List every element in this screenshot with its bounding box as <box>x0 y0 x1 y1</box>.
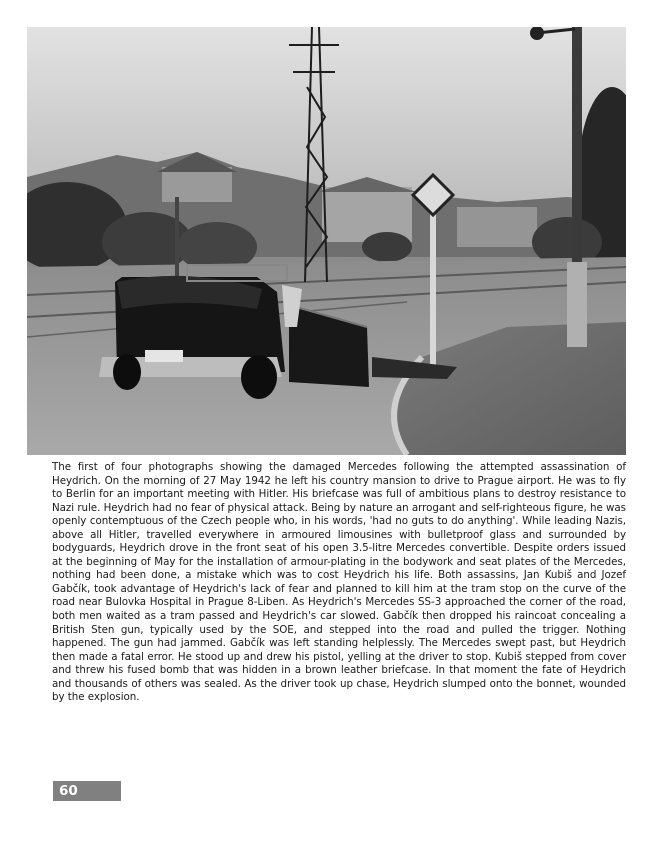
photo-illustration <box>27 27 626 455</box>
historical-photo <box>27 27 626 455</box>
photo-caption: The first of four photographs showing the damaged Mercedes following the attempted assassination of Heydrich. On the morning of 27 May 1942 he left his country mansion to drive to Prague airport. He was to fly to Berlin for an important meeting with Hitler. His briefcase was full of ambitious plans to destroy resistance to Nazi rule. Heydrich had no fear of physical attack. Being by nature an arrogant and self-righteous figure, he was openly contemptuous of the Czech people who, in his words, 'had no guts to do anything'. While leading Nazis, above all Hitler, travelled everywhere in armoured limousines with bulletproof glass and surrounded by bodyguards, Heydrich drove in the front seat of his open 3.5-litre Mercedes convertible. Despite orders issued at the beginning of May for the installation of armour-plating in the bodywork and seat plates of the Mercedes, nothing had been done, a mistake which was to cost Heydrich his life. Both assassins, Jan Kubiš and Jozef Gabčík, took advantage of Heydrich's lack of fear and planned to kill him at the tram stop on the curve of the road near Bulovka Hospital in Prague 8-Liben. As Heydrich's Mercedes SS-3 approached the corner of the road, both men waited as a tram passed and Heydrich's car slowed. Gabčík then dropped his raincoat concealing a British Sten gun, typically used by the SOE, and stepped into the road and pulled the trigger. Nothing happened. The gun had jammed. Gabčík was left standing helplessly. The Mercedes swept past, but Heydrich then made a fatal error. He stood up and drew his pistol, yelling at the driver to stop. Kubiš stepped from cover and threw his fused bomb that was hidden in a brown leather briefcase. In that moment the fate of Heydrich and thousands of others was sealed. As the driver took up chase, Heydrich slumped onto the bonnet, wounded by the explosion. <box>52 461 626 704</box>
page-number: 60 <box>53 781 121 801</box>
